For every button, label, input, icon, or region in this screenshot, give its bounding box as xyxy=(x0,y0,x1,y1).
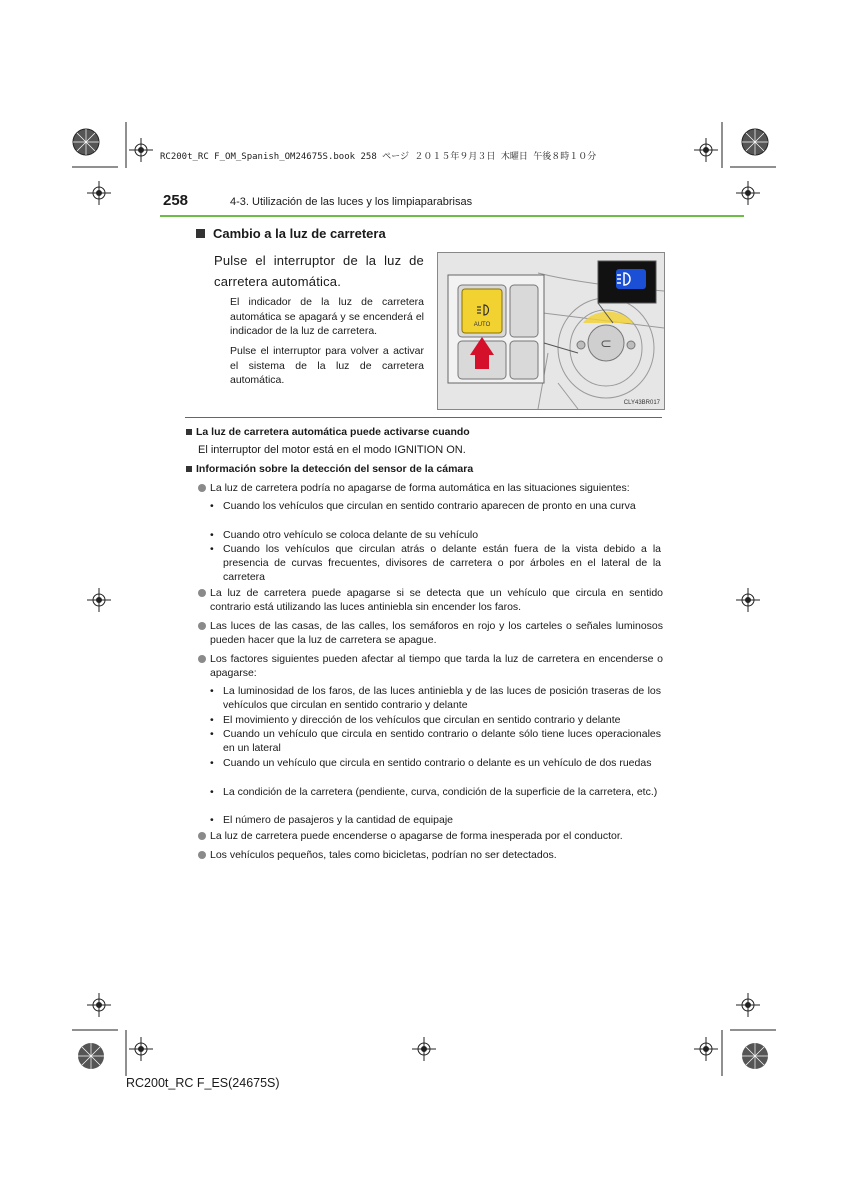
switch-label: AUTO xyxy=(473,322,491,328)
sub-list-item: • Cuando los vehículos que circulan atrás o delante están fuera de la vista debido a la presencia de curvas frecuentes, divisores de carretera o por árboles en el lateral de la carretera xyxy=(210,543,661,583)
crosshair-mark xyxy=(736,588,760,612)
crosshair-mark xyxy=(129,138,153,162)
crosshair-mark xyxy=(736,993,760,1017)
square-bullet-icon xyxy=(186,466,192,472)
step-instruction: Pulse el interruptor de la luz de carretera automática. xyxy=(214,253,424,289)
circle-bullet-icon xyxy=(198,484,206,492)
high-beam-indicator-icon xyxy=(616,269,646,289)
heading-text: Cambio a la luz de carretera xyxy=(213,226,386,241)
section-title: 4-3. Utilización de las luces y los limpiaparabrisas xyxy=(230,196,473,208)
list-item: Los factores siguientes pueden afectar al tiempo que tarda la luz de carretera en encenderse o apagarse: xyxy=(198,652,663,680)
footer-code: RC200t_RC F_ES(24675S) xyxy=(126,1076,280,1090)
sub-list-item: • Cuando los vehículos que circulan en sentido contrario aparecen de pronto en una curva xyxy=(210,500,636,512)
list-item: Las luces de las casas, de las calles, los semáforos en rojo y los carteles o señales luminosos pueden hacer que la luz de carretera se apague. xyxy=(198,619,663,647)
list-item: Los vehículos pequeños, tales como bicicletas, podrían no ser detectados. xyxy=(198,848,663,862)
crosshair-mark xyxy=(694,1037,718,1061)
square-bullet-icon xyxy=(186,429,192,435)
subsection-text: El interruptor del motor está en el modo IGNITION ON. xyxy=(198,444,466,456)
list-item: La luz de carretera podría no apagarse de forma automática en las situaciones siguientes: xyxy=(198,481,663,495)
divider-rule xyxy=(185,417,662,418)
circle-bullet-icon xyxy=(198,832,206,840)
square-bullet-icon xyxy=(196,229,205,238)
crosshair-mark xyxy=(694,138,718,162)
figure-code: CLY43BR017 xyxy=(623,400,660,406)
auto-high-beam-switch-icon xyxy=(462,289,502,333)
header-rule xyxy=(160,215,744,217)
crosshair-mark xyxy=(87,993,111,1017)
crosshair-mark xyxy=(736,181,760,205)
svg-text:⊂: ⊂ xyxy=(600,336,612,352)
registration-mark-bottom-left xyxy=(78,1043,104,1069)
sub-list-item: • La luminosidad de los faros, de las luces antiniebla y de las luces de posición traseras de los vehículos que circulan en sentido contrario y delante xyxy=(210,685,661,711)
illustration-figure xyxy=(437,252,665,410)
crosshair-mark xyxy=(87,181,111,205)
note-reactivate: Pulse el interruptor para volver a activar el sistema de la luz de carretera automática. xyxy=(230,345,424,386)
section-heading xyxy=(196,226,386,241)
print-header: RC200t_RC F_OM_Spanish_OM24675S.book 258 ページ ２０１５年９月３日 木曜日 午後８時１０分 xyxy=(160,152,597,162)
circle-bullet-icon xyxy=(198,589,206,597)
circle-bullet-icon xyxy=(198,622,206,630)
circle-bullet-icon xyxy=(198,655,206,663)
sub-list-item: • El movimiento y dirección de los vehículos que circulan en sentido contrario y delante xyxy=(210,714,621,726)
list-item: La luz de carretera puede encenderse o apagarse de forma inesperada por el conductor. xyxy=(198,829,663,843)
list-item: La luz de carretera puede apagarse si se detecta que un vehículo que circula en sentido contrario está utilizando las luces antiniebla sin encender los faros. xyxy=(198,586,663,614)
sub-list-item: • Cuando un vehículo que circula en sentido contrario o delante sólo tiene luces operacionales en un lateral xyxy=(210,728,661,754)
crosshair-mark xyxy=(412,1037,436,1061)
page-number: 258 xyxy=(163,192,189,209)
subsection-title: Información sobre la detección del sensor de la cámara xyxy=(186,463,473,475)
sub-list-item: • La condición de la carretera (pendiente, curva, condición de la superficie de la carretera, etc.) xyxy=(210,786,658,798)
sub-list-item: • El número de pasajeros y la cantidad de equipaje xyxy=(210,814,453,826)
sub-list-item: • Cuando otro vehículo se coloca delante de su vehículo xyxy=(210,529,479,541)
subsection-title: La luz de carretera automática puede activarse cuando xyxy=(186,426,470,438)
sub-list-item: • Cuando un vehículo que circula en sentido contrario o delante es un vehículo de dos ruedas xyxy=(210,757,652,769)
crosshair-mark xyxy=(129,1037,153,1061)
registration-mark-top-right xyxy=(742,129,768,155)
crosshair-mark xyxy=(87,588,111,612)
note-indicator: El indicador de la luz de carretera automática se apagará y se encenderá el indicador de la luz de carretera. xyxy=(230,296,424,337)
registration-mark-top-left xyxy=(73,129,99,155)
registration-mark-bottom-right xyxy=(742,1043,768,1069)
circle-bullet-icon xyxy=(198,851,206,859)
dashboard-illustration xyxy=(438,253,664,409)
